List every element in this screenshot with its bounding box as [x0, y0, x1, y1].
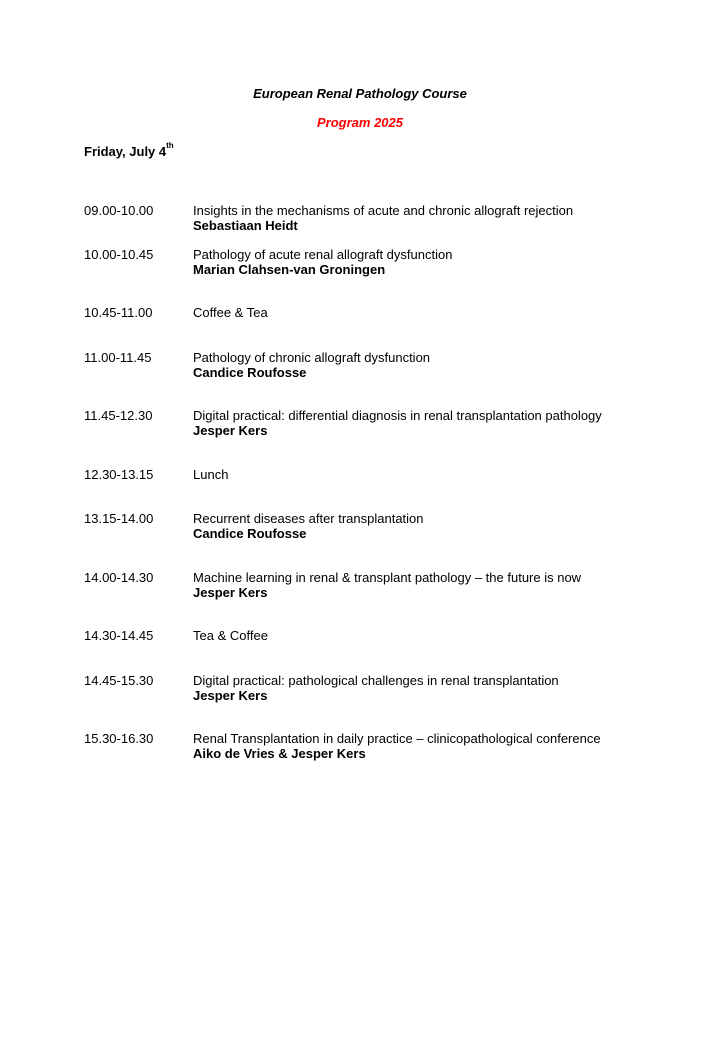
session-details [193, 203, 653, 233]
session-topic: Renal Transplantation in daily practice – clinicopathological conference [193, 731, 601, 746]
session-topic: Digital practical: differential diagnosis in renal transplantation pathology [193, 408, 602, 423]
day-heading [84, 141, 174, 159]
session-topic: Recurrent diseases after transplantation [193, 511, 424, 526]
session-time: 10.45-11.00 [84, 305, 153, 320]
session-time: 10.00-10.45 [84, 247, 154, 262]
session-details [193, 305, 653, 320]
session-details [193, 673, 653, 703]
session-topic: Machine learning in renal & transplant pathology – the future is now [193, 570, 582, 585]
session-speaker: Marian Clahsen-van Groningen [193, 262, 386, 277]
session-details [193, 247, 653, 277]
session-details [193, 408, 653, 438]
session-details [193, 350, 653, 380]
session-topic: Tea & Coffee [193, 628, 268, 643]
session-time: 15.30-16.30 [84, 731, 154, 746]
session-details [193, 511, 653, 541]
session-details [193, 467, 653, 482]
session-details [193, 628, 653, 643]
session-time: 11.00-11.45 [84, 350, 152, 365]
session-time: 14.00-14.30 [84, 570, 154, 585]
program-title: Program 2025 [317, 115, 403, 130]
session-speaker: Jesper Kers [193, 423, 268, 438]
session-topic: Insights in the mechanisms of acute and chronic allograft rejection [193, 203, 574, 218]
session-details [193, 731, 653, 761]
session-speaker: Jesper Kers [193, 688, 268, 703]
session-topic: Coffee & Tea [193, 305, 268, 320]
course-title: European Renal Pathology Course [253, 86, 467, 101]
session-details [193, 570, 653, 600]
session-time: 09.00-10.00 [84, 203, 154, 218]
session-topic: Pathology of chronic allograft dysfunction [193, 350, 431, 365]
session-speaker: Jesper Kers [193, 585, 268, 600]
session-time: 14.30-14.45 [84, 628, 154, 643]
session-time: 12.30-13.15 [84, 467, 154, 482]
day-suffix: th [166, 141, 174, 150]
session-speaker: Aiko de Vries & Jesper Kers [193, 746, 366, 761]
session-speaker: Candice Roufosse [193, 526, 307, 541]
session-speaker: Candice Roufosse [193, 365, 307, 380]
session-time: 13.15-14.00 [84, 511, 154, 526]
session-speaker: Sebastiaan Heidt [193, 218, 298, 233]
day-label: Friday, July 4 [84, 144, 167, 159]
session-time: 11.45-12.30 [84, 408, 153, 423]
session-topic: Digital practical: pathological challenges in renal transplantation [193, 673, 559, 688]
session-time: 14.45-15.30 [84, 673, 154, 688]
session-topic: Lunch [193, 467, 229, 482]
session-topic: Pathology of acute renal allograft dysfunction [193, 247, 453, 262]
